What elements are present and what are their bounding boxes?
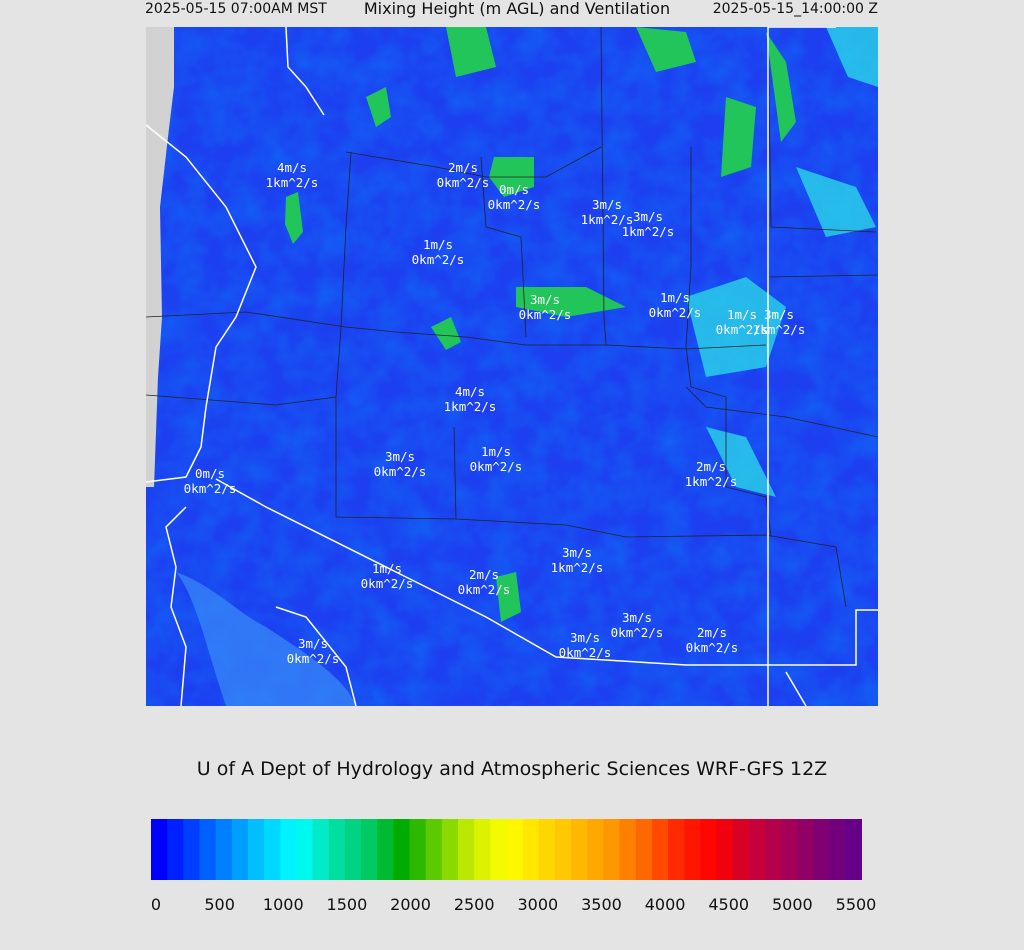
wind-speed: 0m/s (194, 466, 226, 481)
wind-label (437, 160, 490, 190)
ventilation-value: 0km^2/s (360, 576, 414, 591)
colorbar-swatch (668, 819, 685, 880)
wind-speed: 3m/s (529, 292, 561, 307)
wind-speed: 2m/s (696, 625, 728, 640)
wind-label (622, 209, 675, 239)
wind-speed: 3m/s (384, 449, 416, 464)
colorbar-swatch (684, 819, 701, 880)
ventilation-value: 0km^2/s (183, 481, 237, 496)
wind-label (649, 290, 702, 320)
wind-label (412, 237, 465, 267)
colorbar-swatch (507, 819, 524, 880)
colorbar-tick-label: 1500 (326, 895, 368, 914)
colorbar-swatch (313, 819, 330, 880)
colorbar-swatch (232, 819, 249, 880)
colorbar-swatch (458, 819, 475, 880)
colorbar-swatch (700, 819, 717, 880)
mixing-height-map (146, 27, 878, 706)
wind-speed: 3m/s (632, 209, 664, 224)
ventilation-value: 0km^2/s (457, 582, 511, 597)
colorbar-swatch (361, 819, 378, 880)
colorbar-tick-label: 5500 (835, 895, 877, 914)
wind-speed: 1m/s (726, 307, 758, 322)
ventilation-value: 1km^2/s (752, 322, 806, 337)
wind-speed: 3m/s (561, 545, 593, 560)
colorbar-swatch (749, 819, 766, 880)
wind-label (361, 561, 414, 591)
wind-label (519, 292, 572, 322)
wind-speed: 4m/s (276, 160, 308, 175)
ventilation-value: 1km^2/s (580, 212, 634, 227)
colorbar-tick-label: 0 (150, 895, 162, 914)
ventilation-value: 1km^2/s (265, 175, 319, 190)
colorbar-swatch (781, 819, 798, 880)
colorbar-swatch (636, 819, 653, 880)
colorbar-swatch (296, 819, 313, 880)
ventilation-value: 0km^2/s (518, 307, 572, 322)
wind-speed: 3m/s (621, 610, 653, 625)
colorbar-tick-label: 500 (204, 895, 235, 914)
ventilation-value: 0km^2/s (648, 305, 702, 320)
wind-speed: 3m/s (297, 636, 329, 651)
wind-speed: 2m/s (447, 160, 479, 175)
ventilation-value: 0km^2/s (286, 651, 340, 666)
ventilation-value: 0km^2/s (469, 459, 523, 474)
wind-label (685, 459, 738, 489)
wind-speed: 2m/s (695, 459, 727, 474)
colorbar-swatch (587, 819, 604, 880)
colorbar-swatch (216, 819, 233, 880)
colorbar-swatch (183, 819, 200, 880)
ventilation-value: 0km^2/s (558, 645, 612, 660)
ventilation-value: 0km^2/s (373, 464, 427, 479)
colorbar-tick-label: 5000 (772, 895, 813, 914)
wind-label (458, 567, 511, 597)
wind-label (551, 545, 604, 575)
colorbar-swatch (523, 819, 540, 880)
wind-speed: 1m/s (480, 444, 512, 459)
colorbar-swatch (329, 819, 346, 880)
map-title: Mixing Height (m AGL) and Ventilation (363, 0, 671, 18)
colorbar-swatch (410, 819, 427, 880)
colorbar-swatch (490, 819, 507, 880)
colorbar-tick-label: 2500 (453, 895, 495, 914)
colorbar-tick-label: 2000 (390, 895, 431, 914)
wind-speed: 4m/s (454, 384, 486, 399)
colorbar-swatch (571, 819, 588, 880)
colorbar-swatch (280, 819, 297, 880)
ventilation-value: 0km^2/s (487, 197, 541, 212)
mixing-height-colorbar (151, 819, 862, 880)
ventilation-value: 0km^2/s (411, 252, 465, 267)
wind-speed: 3m/s (591, 197, 623, 212)
wind-label (686, 625, 739, 655)
wind-speed: 3m/s (569, 630, 601, 645)
ventilation-value: 0km^2/s (610, 625, 664, 640)
colorbar-tick-label: 1000 (262, 895, 304, 914)
colorbar-swatch (717, 819, 734, 880)
colorbar-swatch (377, 819, 394, 880)
colorbar-swatch (603, 819, 620, 880)
colorbar-swatch (199, 819, 216, 880)
ventilation-value: 0km^2/s (685, 640, 739, 655)
ventilation-value: 0km^2/s (715, 322, 769, 337)
colorbar-swatch (733, 819, 750, 880)
colorbar-swatch (765, 819, 782, 880)
wind-speed: 0m/s (498, 182, 530, 197)
colorbar-swatch (393, 819, 410, 880)
wind-label (488, 182, 541, 212)
wind-label (559, 630, 612, 660)
wind-label (611, 610, 664, 640)
colorbar-swatch (426, 819, 443, 880)
colorbar-swatch (248, 819, 265, 880)
wind-speed: 1m/s (659, 290, 691, 305)
colorbar-swatch (474, 819, 491, 880)
wind-speed: 1m/s (371, 561, 403, 576)
wind-label (184, 466, 237, 496)
ventilation-value: 1km^2/s (550, 560, 604, 575)
colorbar-swatch (345, 819, 362, 880)
colorbar-swatch (797, 819, 814, 880)
valid-time-local: 2025-05-15 07:00AM MST (145, 1, 327, 17)
wind-label (266, 160, 319, 190)
colorbar-swatch (539, 819, 556, 880)
colorbar-swatch (151, 819, 168, 880)
valid-time-utc: 2025-05-15_14:00:00 Z (712, 1, 878, 17)
colorbar-swatch (555, 819, 572, 880)
ventilation-value: 0km^2/s (436, 175, 490, 190)
wind-speed: 1m/s (422, 237, 454, 252)
ventilation-value: 1km^2/s (684, 474, 738, 489)
colorbar-swatch (264, 819, 281, 880)
wind-label (444, 384, 497, 414)
wind-label (287, 636, 340, 666)
wind-speed: 3m/s (763, 307, 795, 322)
colorbar-swatch (167, 819, 184, 880)
colorbar-tick-label: 3000 (517, 895, 559, 914)
colorbar-swatch (620, 819, 637, 880)
wind-label (374, 449, 427, 479)
model-credit: U of A Dept of Hydrology and Atmospheric Sciences WRF-GFS 12Z (196, 758, 828, 780)
ventilation-value: 1km^2/s (621, 224, 675, 239)
colorbar-swatch (846, 819, 862, 880)
colorbar-tick-label: 3500 (581, 895, 622, 914)
wind-speed: 2m/s (468, 567, 500, 582)
colorbar-swatch (652, 819, 669, 880)
wind-label (470, 444, 523, 474)
colorbar-tick-label: 4000 (644, 895, 686, 914)
colorbar-swatch (830, 819, 847, 880)
colorbar-swatch (442, 819, 459, 880)
colorbar-swatch (814, 819, 831, 880)
ventilation-value: 1km^2/s (443, 399, 497, 414)
colorbar-tick-label: 4500 (708, 895, 750, 914)
wind-label (753, 307, 806, 337)
